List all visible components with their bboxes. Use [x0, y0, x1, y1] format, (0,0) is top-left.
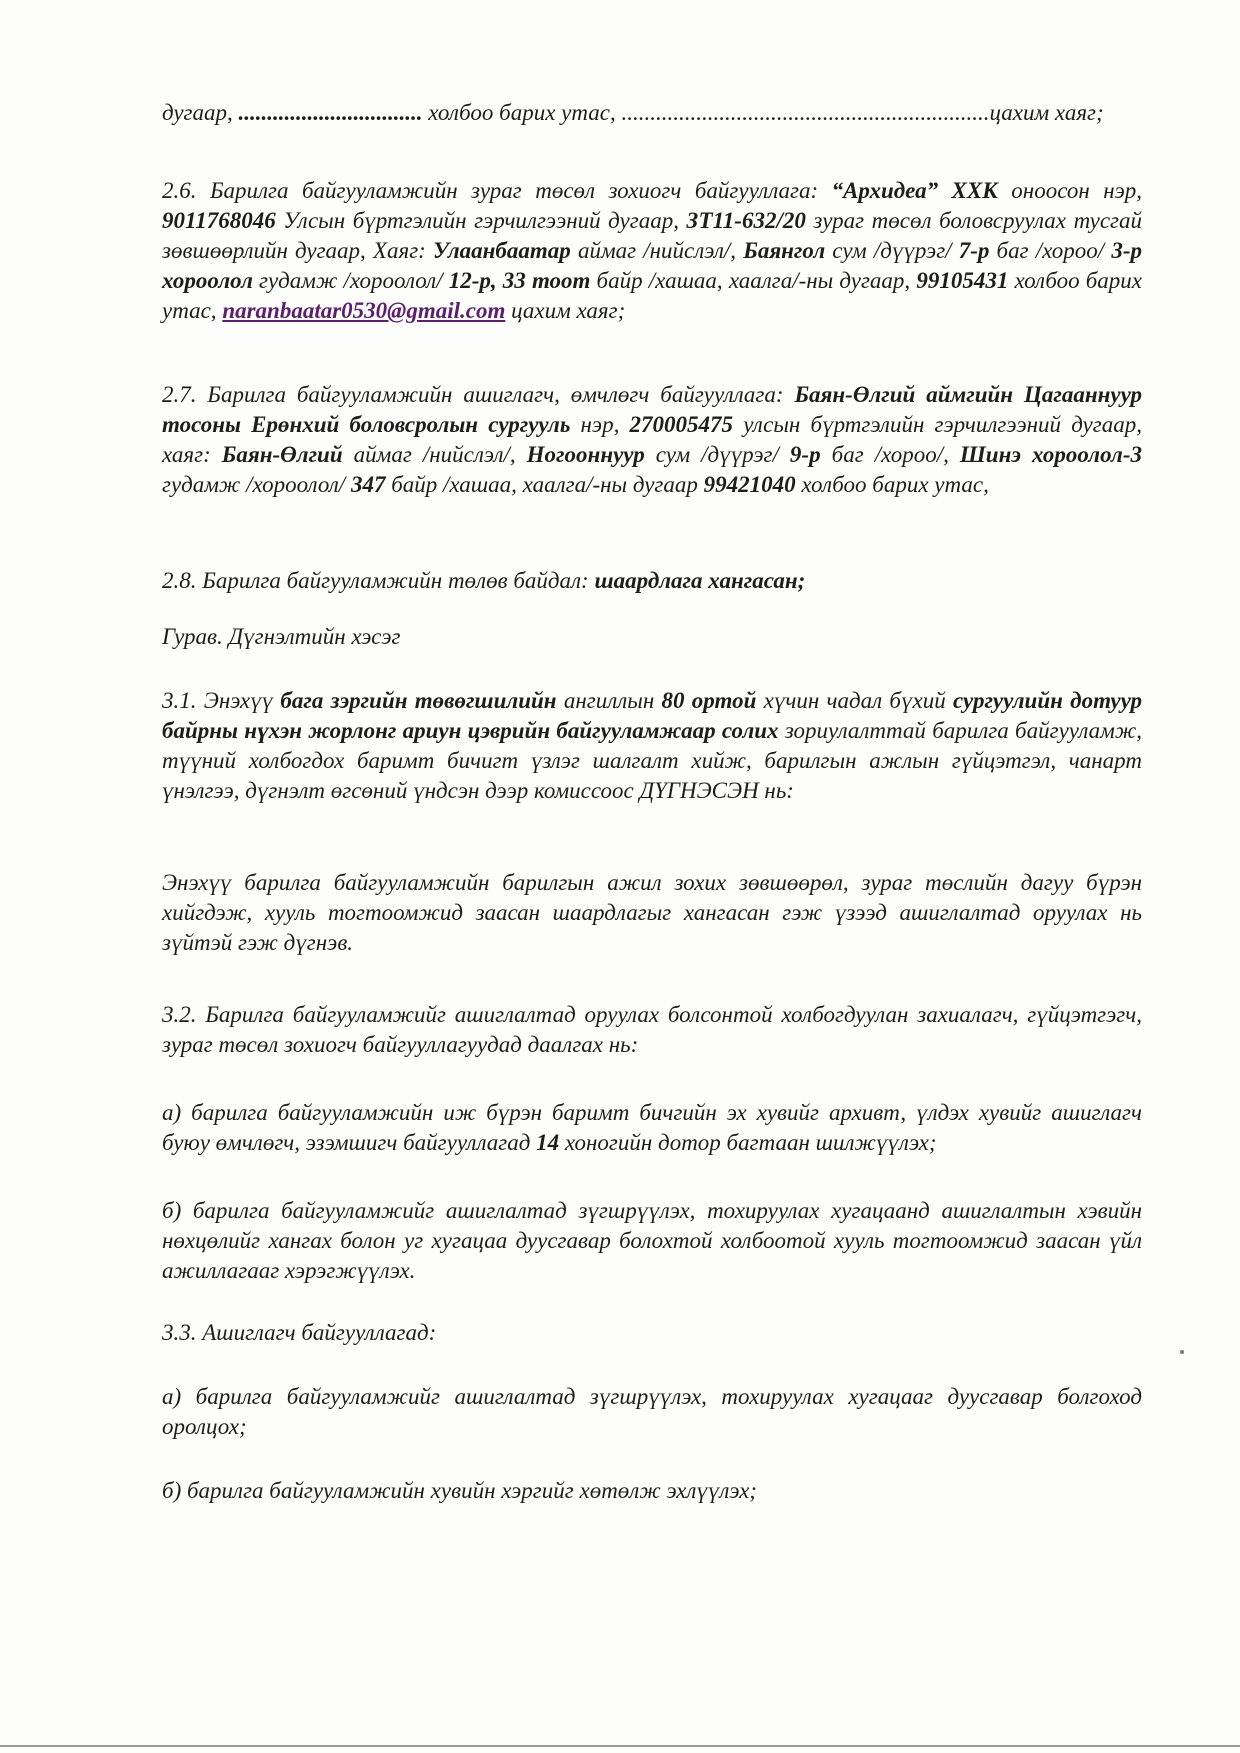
- contact-continuation: дугаар, ................................ холбоо барих утас, ................................................................цахим хаяг;: [162, 100, 1104, 125]
- section-2-8: 2.8. Барилга байгууламжийн төлөв байдал: шаардлага хангасан;: [162, 568, 806, 593]
- section-2-6: 2.6. Барилга байгууламжийн зураг төсөл зохиогч байгууллага: “Архидеа” ХХК оноосон нэр, 9011768046 Улсын бүртгэлийн гэрчилгээний дугаар, ЗТ11-632/20 зураг төсөл боловсруулах тусгай зөвшөөрлийн дугаар, Хаяг: Улаанбаатар аймаг /нийслэл/, Баянгол сум /дүүрэг/ 7-р баг /хороо/ 3-р хороолол гудамж /хороолол/ 12-р, 33 тоот байр /хашаа, хаалга/-ны дугаар, 99105431 холбоо барих утас, naranbaatar0530@gmail.com цахим хаяг;: [162, 178, 1143, 323]
- section-3-3: 3.3. Ашиглагч байгууллагад:: [162, 1320, 437, 1345]
- scan-speck: [1180, 1350, 1184, 1354]
- section-3-1: 3.1. Энэхүү бага зэргийн төвөгшилийн ангиллын 80 ортой хүчин чадал бүхий сургуулийн дотуур байрны нүхэн жорлонг ариун цэврийн байгууламжаар солих зориулалттай барилга байгууламж, түүний холбогдох баримт бичигт үзлэг шалгалт хийж, барилгын ажлын гүйцэтгэл, чанарт үнэлгээ, дүгнэлт өгсөний үндсэн дээр комиссоос ДҮГНЭСЭН нь:: [162, 688, 1143, 803]
- email-link[interactable]: naranbaatar0530@gmail.com: [222, 298, 506, 323]
- scan-edge-line: [0, 1745, 1240, 1747]
- section-3-3-b: б) барилга байгууламжийн хувийн хэргийг хөтөлж эхлүүлэх;: [162, 1478, 757, 1503]
- section-3-2-a: а) барилга байгууламжийн иж бүрэн баримт бичгийн эх хувийг архивт, үлдэх хувийг ашиглагч буюу өмчлөгч, эзэмшигч байгууллагад 14 хоногийн дотор багтаан шилжүүлэх;: [162, 1100, 1142, 1155]
- section-3-2: 3.2. Барилга байгууламжийг ашиглалтад оруулах болсонтой холбогдуулан захиалагч, гүйцэтгэгч, зураг төсөл зохиогч байгууллагуудад даалгах нь:: [162, 1002, 1142, 1057]
- section-2-7: 2.7. Барилга байгууламжийн ашиглагч, өмчлөгч байгууллага: Баян-Өлгий аймгийн Цагааннуур тосоны Ерөнхий боловсролын сургууль нэр, 270005475 улсын бүртгэлийн гэрчилгээний дугаар, хаяг: Баян-Өлгий аймаг /нийслэл/, Ногооннуур сум /дүүрэг/ 9-р баг /хороо/, Шинэ хороолол-3 гудамж /хороолол/ 347 байр /хашаа, хаалга/-ны дугаар 99421040 холбоо барих утас,: [162, 382, 1142, 497]
- section-3-1-conclusion: Энэхүү барилга байгууламжийн барилгын ажил зохих зөвшөөрөл, зураг төслийн дагуу бүрэн хийгдэж, хууль тогтоомжид заасан шаардлагыг хангасан гэж үзээд ашиглалтад оруулах нь зүйтэй гэж дүгнэв.: [162, 870, 1142, 955]
- section-3-heading: Гурав. Дүгнэлтийн хэсэг: [162, 624, 401, 649]
- section-3-2-b: б) барилга байгууламжийг ашиглалтад зүгшрүүлэх, тохируулах хугацаанд ашиглалтын хэвийн нөхцөлийг хангах болон уг хугацаа дуусгавар болохтой холбоотой хууль тогтоомжид заасан үйл ажиллагааг хэрэгжүүлэх.: [162, 1198, 1142, 1283]
- section-3-3-a: а) барилга байгууламжийг ашиглалтад зүгшрүүлэх, тохируулах хугацааг дуусгавар болгоход оролцох;: [162, 1384, 1142, 1439]
